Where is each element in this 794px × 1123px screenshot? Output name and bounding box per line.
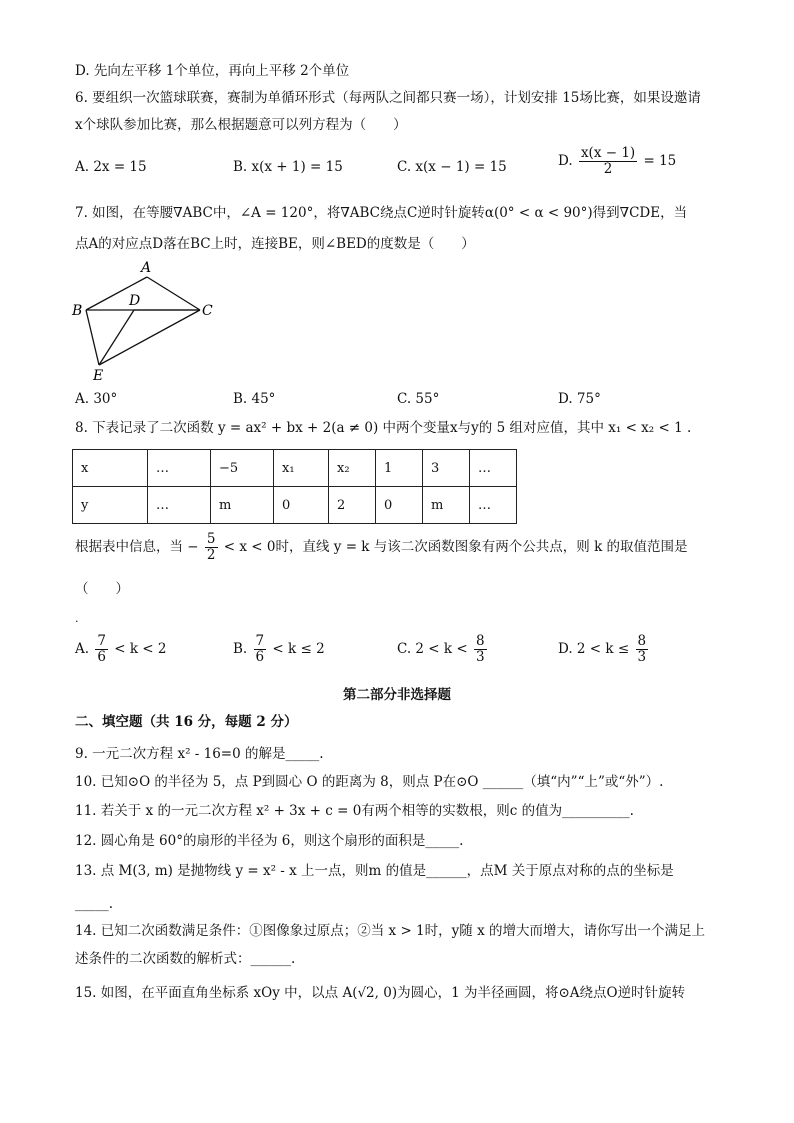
table-cell: … bbox=[470, 450, 517, 487]
q13-line1: 13. 点 M(3, m) 是抛物线 y = x² - x 上一点，则m 的值是______，点M 关于原点对称的点的坐标是 bbox=[75, 863, 674, 879]
q8-line2-numerator: 5 bbox=[206, 531, 216, 547]
table-cell: x₂ bbox=[329, 450, 376, 487]
q11: 11. 若关于 x 的一元二次方程 x² + 3x + c = 0有两个相等的实数根，则c 的值为__________. bbox=[75, 803, 634, 819]
q7-stem-line2: 点A的对应点D落在BC上时，连接BE，则∠BED的度数是（ ） bbox=[75, 236, 475, 252]
q8-option-d-label: D. 2 < k ≤ bbox=[558, 641, 630, 657]
q8-line2-fraction bbox=[205, 532, 218, 563]
q6-stem-line1: 6. 要组织一次篮球联赛，赛制为单循环形式（每两队之间都只赛一场），计划安排 15场比赛，如果设邀请 bbox=[75, 90, 701, 106]
q8-line2-suffix: < x < 0时，直线 y = k 与该二次函数图象有两个公共点，则 k 的取值范围是 bbox=[223, 539, 688, 555]
segment-ac bbox=[147, 277, 200, 310]
q7-option-d: D. 75° bbox=[558, 391, 601, 407]
q6-option-d bbox=[558, 146, 676, 177]
q8-option-b-label: B. bbox=[233, 641, 248, 657]
q8-option-a-label: A. bbox=[75, 641, 90, 657]
table-cell: 0 bbox=[274, 487, 329, 524]
q8-option-c-label: C. 2 < k < bbox=[397, 641, 468, 657]
label-a: A bbox=[141, 260, 152, 276]
q8-line2-prefix: 根据表中信息，当 − bbox=[75, 539, 199, 555]
q8-option-b-rest: < k ≤ 2 bbox=[272, 641, 325, 657]
table-cell: … bbox=[148, 487, 211, 524]
q13-line2: _____. bbox=[75, 896, 114, 912]
segment-be bbox=[86, 310, 99, 365]
q8-line2-denominator: 2 bbox=[206, 547, 216, 563]
q8-stem-line3: （ ） bbox=[75, 581, 129, 597]
q7-stem-line1: 7. 如图，在等腰∇ABC中，∠A = 120°，将∇ABC绕点C逆时针旋转α(0° < α < 90°)得到∇CDE，当 bbox=[75, 205, 688, 221]
table-cell: m bbox=[423, 487, 470, 524]
table-cell: … bbox=[148, 450, 211, 487]
q6-option-a: A. 2x = 15 bbox=[75, 159, 147, 175]
q6-stem-line2: x个球队参加比赛，那么根据题意可以列方程为（ ） bbox=[75, 117, 407, 133]
q8-option-b-fraction bbox=[254, 634, 267, 665]
q6-option-d-fraction bbox=[579, 146, 637, 177]
q8-option-a-numerator: 7 bbox=[97, 633, 106, 649]
q8-option-a bbox=[75, 634, 167, 665]
q8-option-c-denominator: 3 bbox=[476, 649, 485, 665]
table-row-x bbox=[73, 450, 517, 487]
q6-option-c: C. x(x − 1) = 15 bbox=[397, 159, 507, 175]
label-b: B bbox=[72, 303, 83, 319]
table-cell: … bbox=[470, 487, 517, 524]
q8-option-b bbox=[233, 634, 325, 665]
q6-option-b: B. x(x + 1) = 15 bbox=[233, 159, 343, 175]
q7-option-c: C. 55° bbox=[397, 391, 440, 407]
q14-line2: 述条件的二次函数的解析式：______. bbox=[75, 951, 296, 967]
table-cell: −5 bbox=[211, 450, 274, 487]
q7-option-a: A. 30° bbox=[75, 391, 118, 407]
q8-option-a-fraction bbox=[95, 634, 108, 665]
q8-option-c-fraction bbox=[474, 634, 487, 665]
table-cell: y bbox=[73, 487, 148, 524]
q12: 12. 圆心角是 60°的扇形的半径为 6，则这个扇形的面积是_____. bbox=[75, 833, 464, 849]
q8-value-table bbox=[72, 449, 517, 524]
segment-ec bbox=[99, 310, 200, 365]
q8-option-a-denominator: 6 bbox=[97, 649, 106, 665]
q6-option-d-numerator: x(x − 1) bbox=[580, 145, 636, 161]
q8-option-c-numerator: 8 bbox=[476, 633, 485, 649]
q8-option-c bbox=[397, 634, 489, 665]
q8-option-b-denominator: 6 bbox=[255, 649, 265, 665]
table-row-y bbox=[73, 487, 517, 524]
q8-option-d-numerator: 8 bbox=[637, 633, 647, 649]
label-e: E bbox=[93, 368, 104, 384]
q8-stem-line2 bbox=[75, 532, 688, 563]
table-cell: 1 bbox=[376, 450, 423, 487]
label-c: C bbox=[202, 303, 213, 319]
q8-option-d-fraction bbox=[636, 634, 649, 665]
part2-title: 第二部分非选择题 bbox=[343, 687, 451, 703]
table-cell: 2 bbox=[329, 487, 376, 524]
q6-option-d-label: D. bbox=[558, 153, 573, 169]
table-cell: 3 bbox=[423, 450, 470, 487]
table-cell: m bbox=[211, 487, 274, 524]
q8-stem-line1: 8. 下表记录了二次函数 y = ax² + bx + 2(a ≠ 0) 中两个变量x与y的 5 组对应值，其中 x₁ < x₂ < 1 . bbox=[75, 420, 692, 436]
stray-dot: . bbox=[75, 612, 79, 625]
q7-option-b: B. 45° bbox=[233, 391, 276, 407]
q15: 15. 如图，在平面直角坐标系 xOy 中，以点 A(√2, 0)为圆心，1 为半径画圆，将⊙A绕点O逆时针旋转 bbox=[75, 985, 686, 1001]
q8-option-d bbox=[558, 634, 650, 665]
q5-option-d: D. 先向左平移 1个单位，再向上平移 2个单位 bbox=[75, 63, 350, 79]
q8-option-d-denominator: 3 bbox=[637, 649, 647, 665]
q8-option-b-numerator: 7 bbox=[255, 633, 265, 649]
q7-triangle-figure bbox=[70, 258, 230, 388]
label-d: D bbox=[129, 293, 141, 309]
segment-de bbox=[99, 310, 134, 365]
q8-option-a-rest: < k < 2 bbox=[114, 641, 167, 657]
q6-option-d-rest: = 15 bbox=[643, 153, 677, 169]
section2-heading: 二、填空题（共 16 分，每题 2 分） bbox=[75, 714, 298, 730]
table-cell: x₁ bbox=[274, 450, 329, 487]
table-cell: x bbox=[73, 450, 148, 487]
q10: 10. 已知⊙O 的半径为 5，点 P到圆心 O 的距离为 8，则点 P在⊙O ______（填“内”“上”或“外”）. bbox=[75, 774, 664, 790]
q14-line1: 14. 已知二次函数满足条件：①图像象过原点；②当 x > 1时，y随 x 的增大而增大，请你写出一个满足上 bbox=[75, 923, 705, 939]
table-cell: 0 bbox=[376, 487, 423, 524]
q9: 9. 一元二次方程 x² - 16=0 的解是_____. bbox=[75, 746, 324, 762]
q6-option-d-denominator: 2 bbox=[603, 161, 613, 177]
